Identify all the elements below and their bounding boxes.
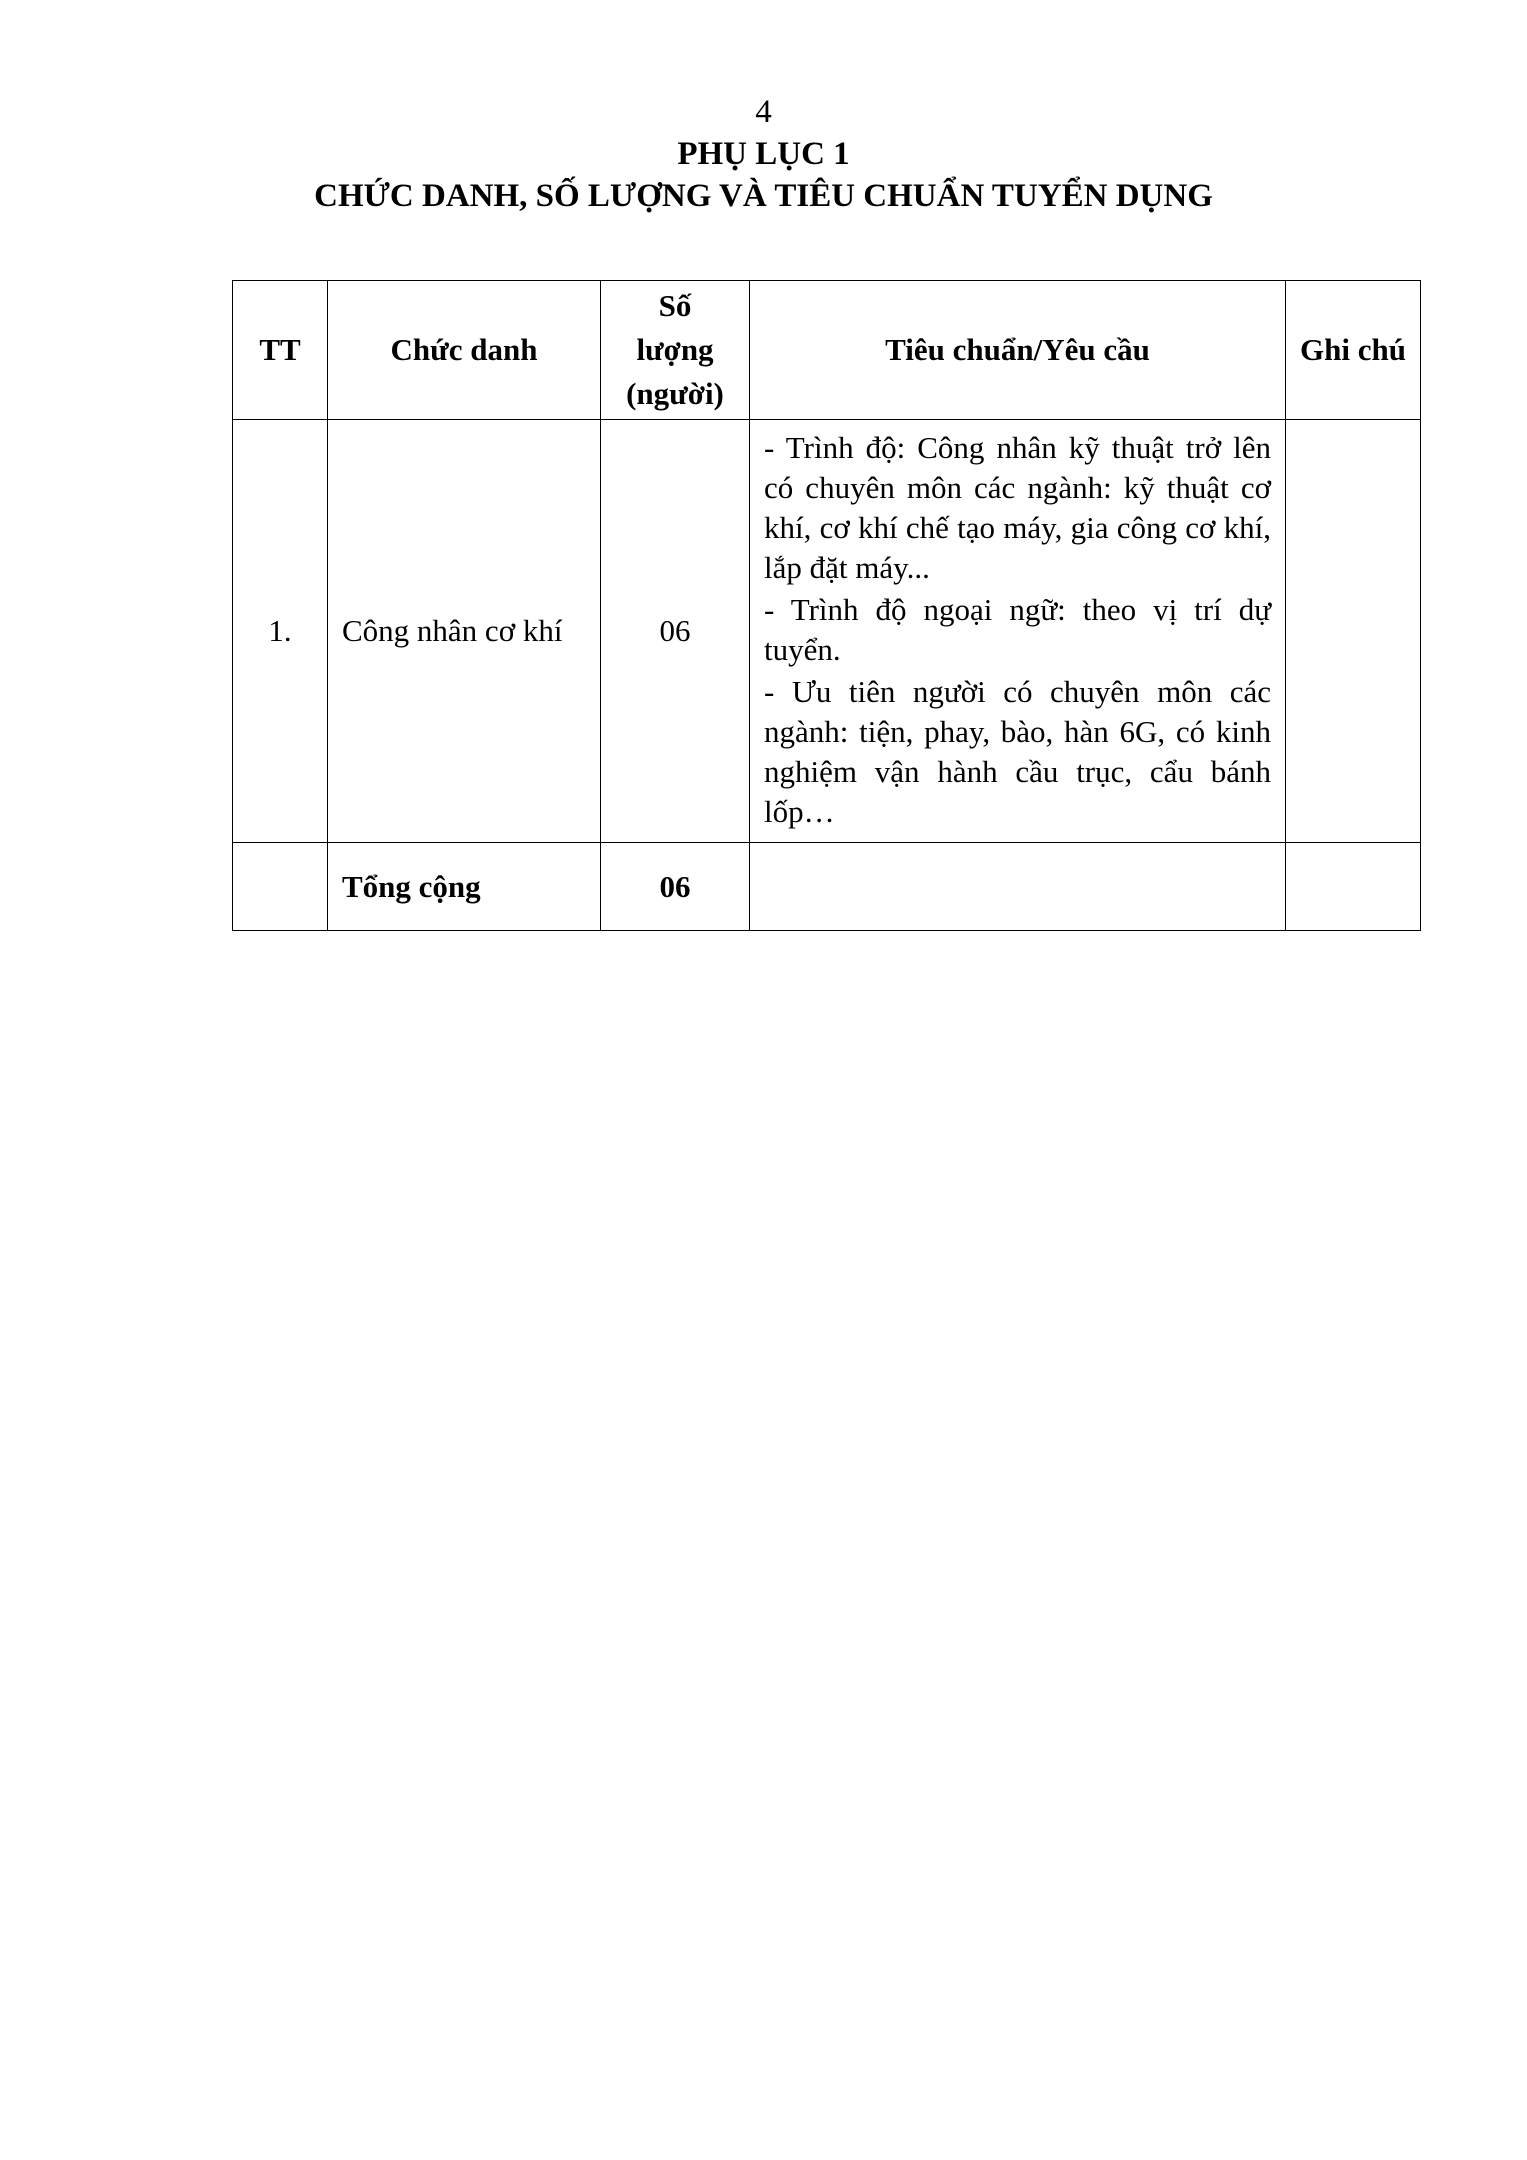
- header-requirements: Tiêu chuẩn/Yêu cầu: [750, 281, 1286, 420]
- recruitment-table: [232, 280, 1421, 931]
- total-quantity: 06: [601, 843, 750, 931]
- total-requirements-empty: [750, 843, 1286, 931]
- table-row: [233, 420, 1421, 843]
- appendix-title: PHỤ LỤC 1: [677, 136, 850, 172]
- header-quantity-line3: (người): [626, 376, 724, 411]
- row-title: Công nhân cơ khí: [328, 420, 601, 843]
- header-title: Chức danh: [328, 281, 601, 420]
- header-quantity: [601, 281, 750, 420]
- header-quantity-line2: lượng: [636, 332, 714, 367]
- header-tt: TT: [233, 281, 328, 420]
- header-quantity-line1: Số: [658, 288, 692, 323]
- total-label: Tổng cộng: [328, 843, 601, 931]
- table-header-row: [233, 281, 1421, 420]
- row-requirements: [750, 420, 1286, 843]
- row-quantity: 06: [601, 420, 750, 843]
- row-tt: 1.: [233, 420, 328, 843]
- requirement-item: - Ưu tiên người có chuyên môn các ngành: tiện, phay, bào, hàn 6G, có kinh nghiệm vận hành cầu trục, cẩu bánh lốp…: [764, 674, 1271, 829]
- total-tt-empty: [233, 843, 328, 931]
- appendix-subtitle: CHỨC DANH, SỐ LƯỢNG VÀ TIÊU CHUẨN TUYỂN DỤNG: [314, 178, 1213, 214]
- requirement-item: - Trình độ ngoại ngữ: theo vị trí dự tuyển.: [764, 592, 1271, 667]
- header-notes: Ghi chú: [1286, 281, 1421, 420]
- requirement-item: - Trình độ: Công nhân kỹ thuật trở lên có chuyên môn các ngành: kỹ thuật cơ khí, cơ khí chế tạo máy, gia công cơ khí, lắp đặt máy...: [764, 430, 1271, 585]
- total-notes-empty: [1286, 843, 1421, 931]
- row-notes: [1286, 420, 1421, 843]
- page-number: 4: [755, 94, 772, 130]
- total-row: [233, 843, 1421, 931]
